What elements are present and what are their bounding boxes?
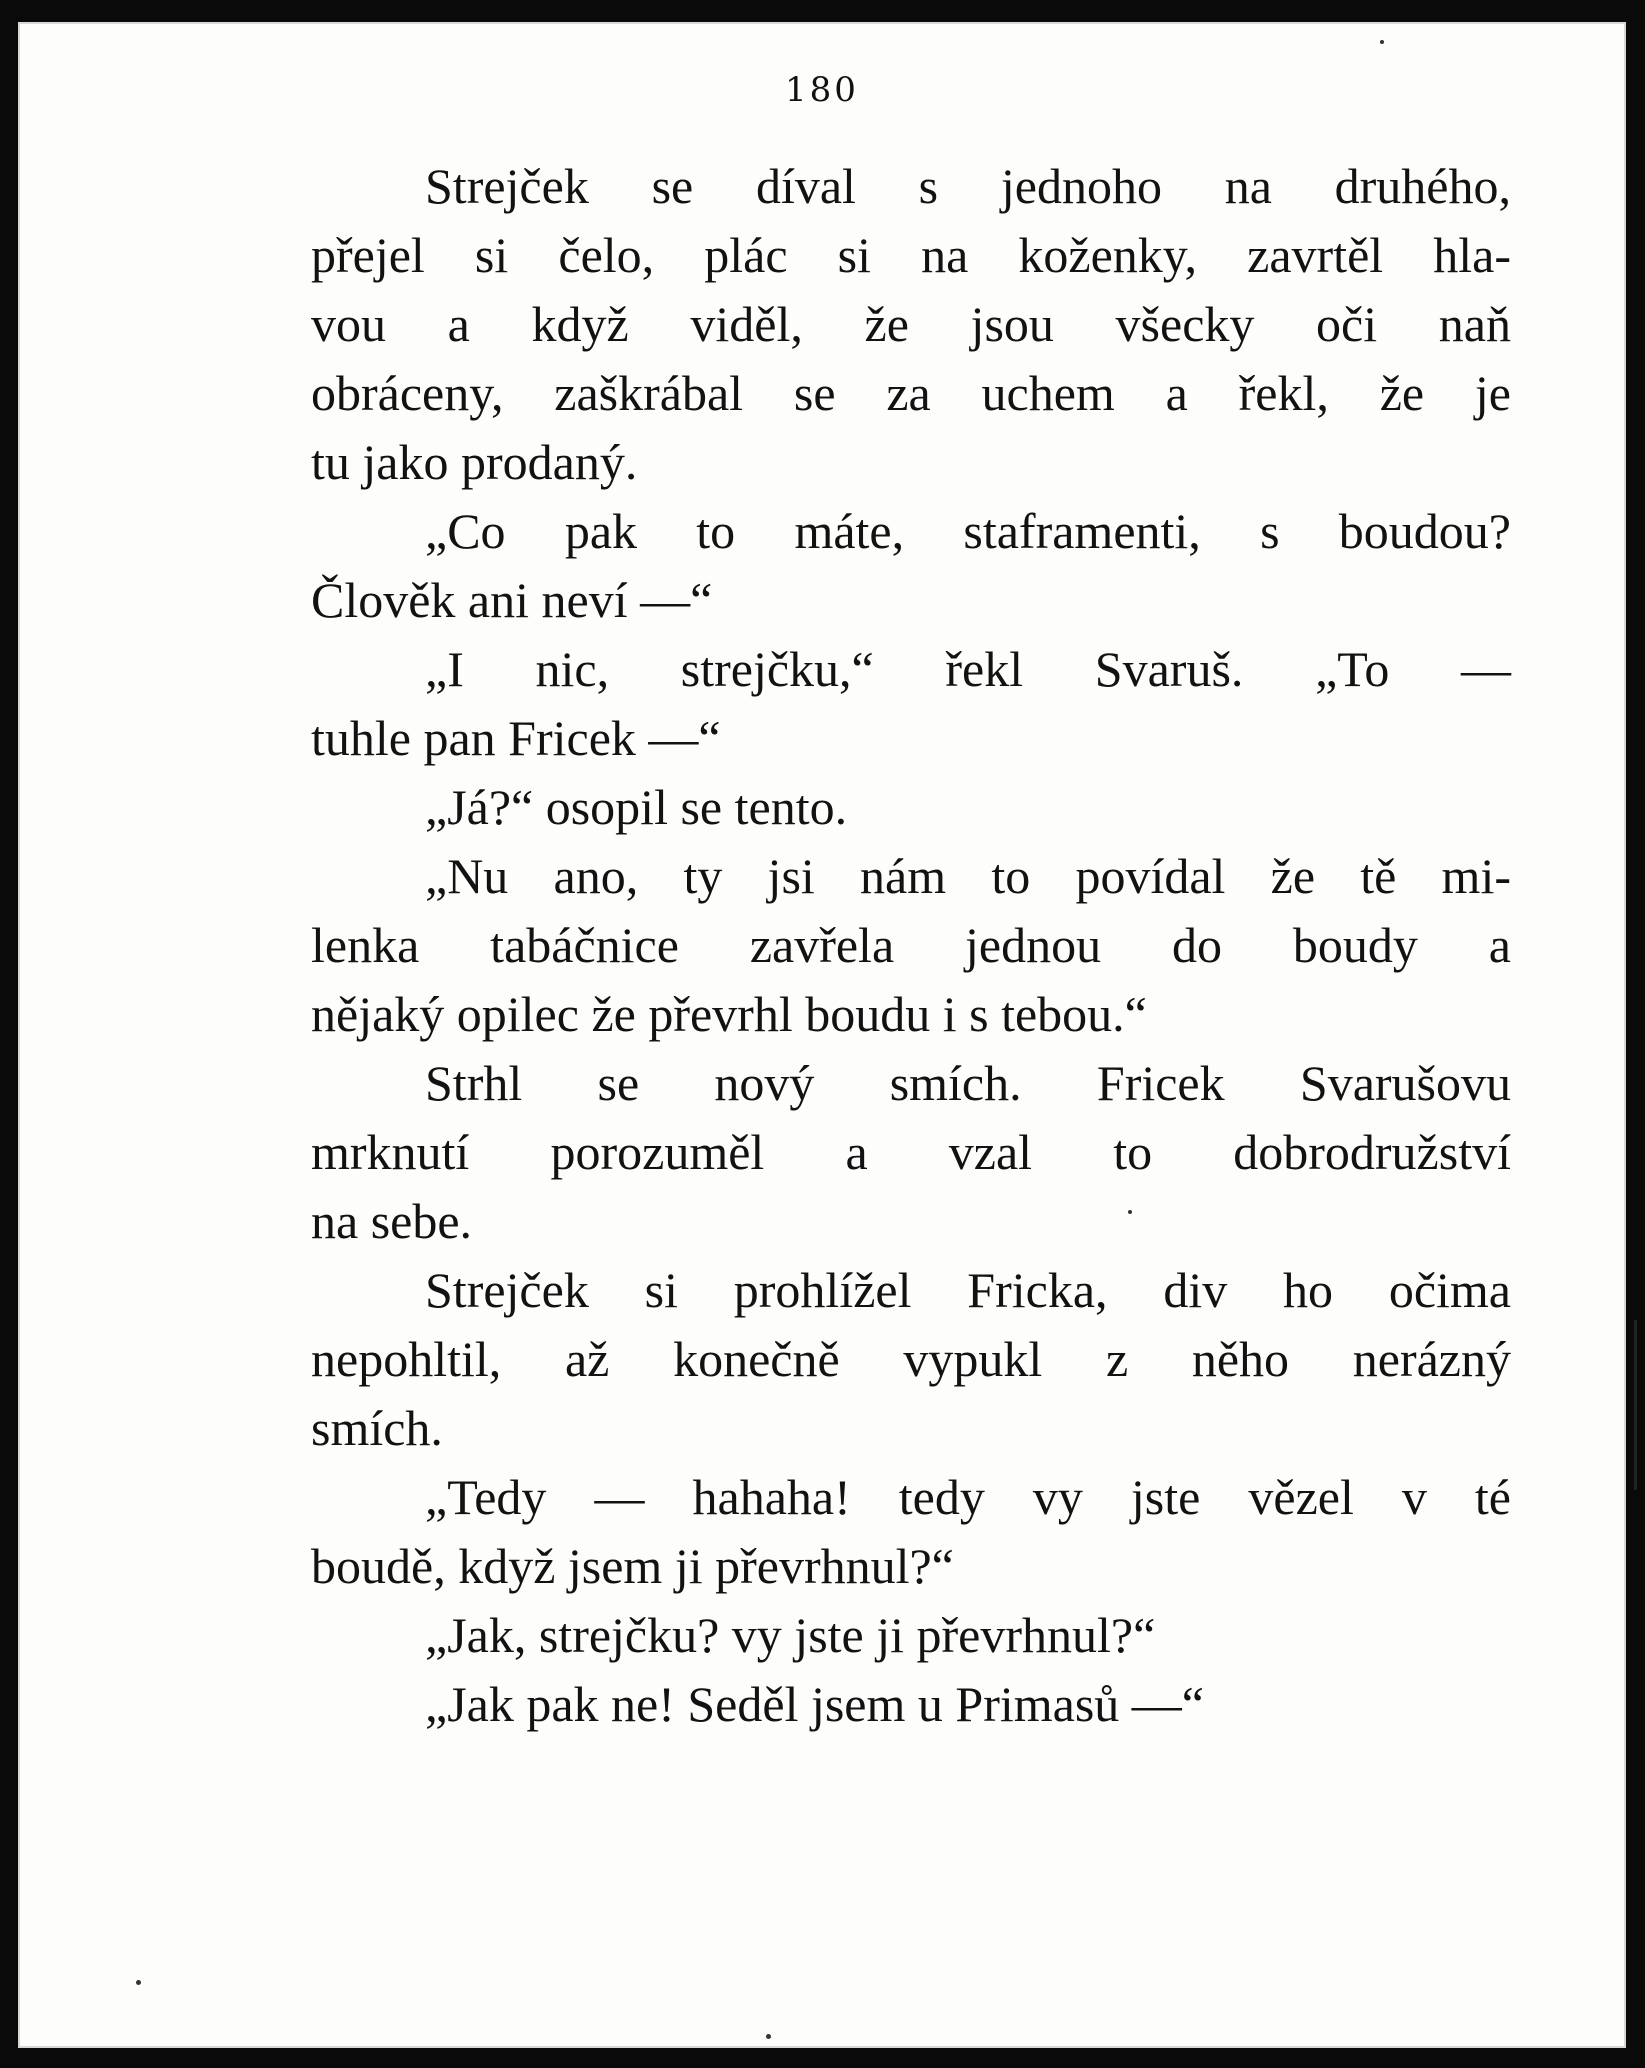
- page-text: [311, 152, 1511, 1739]
- text-line: „I nic, strejčku,“ řekl Svaruš. „To —: [425, 641, 1511, 697]
- dust-speck: [1380, 40, 1384, 44]
- text-line: nepohltil, až konečně vypukl z něho nerázný: [311, 1331, 1511, 1387]
- dust-speck: [766, 2034, 771, 2039]
- dust-speck: [136, 1980, 141, 1985]
- text-line: obráceny, zaškrábal se za uchem a řekl, že je: [311, 365, 1511, 421]
- book-page: [18, 22, 1626, 2048]
- page-edge-mark: [1634, 1320, 1637, 1490]
- dust-speck: [1128, 1210, 1132, 1214]
- text-line: smích.: [311, 1400, 443, 1456]
- text-line: „Jak, strejčku? vy jste ji převrhnul?“: [425, 1607, 1156, 1663]
- text-line: vou a když viděl, že jsou všecky oči naň: [311, 296, 1511, 352]
- text-line: tu jako prodaný.: [311, 434, 638, 490]
- text-line: „Co pak to máte, staframenti, s boudou?: [425, 503, 1511, 559]
- text-line: boudě, když jsem ji převrhnul?“: [311, 1538, 954, 1594]
- text-line: na sebe.: [311, 1193, 473, 1249]
- text-line: Strejček si prohlížel Fricka, div ho očima: [425, 1262, 1511, 1318]
- text-line: „Jak pak ne! Seděl jsem u Primasů —“: [425, 1676, 1204, 1732]
- text-line: tuhle pan Fricek —“: [311, 710, 721, 766]
- text-line: mrknutí porozuměl a vzal to dobrodružství: [311, 1124, 1511, 1180]
- page-number: 180: [785, 70, 859, 110]
- text-line: Strhl se nový smích. Fricek Svarušovu: [425, 1055, 1511, 1111]
- text-line: „Tedy — hahaha! tedy vy jste vězel v té: [425, 1469, 1511, 1525]
- text-line: „Já?“ osopil se tento.: [425, 779, 848, 835]
- text-line: Člověk ani neví —“: [311, 572, 713, 628]
- text-line: přejel si čelo, plác si na koženky, zavrtěl hla-: [311, 227, 1511, 283]
- text-line: lenka tabáčnice zavřela jednou do boudy a: [311, 917, 1511, 973]
- text-line: nějaký opilec že převrhl boudu i s tebou.“: [311, 986, 1147, 1042]
- text-line: „Nu ano, ty jsi nám to povídal že tě mi-: [425, 848, 1511, 904]
- text-line: Strejček se díval s jednoho na druhého,: [425, 158, 1511, 214]
